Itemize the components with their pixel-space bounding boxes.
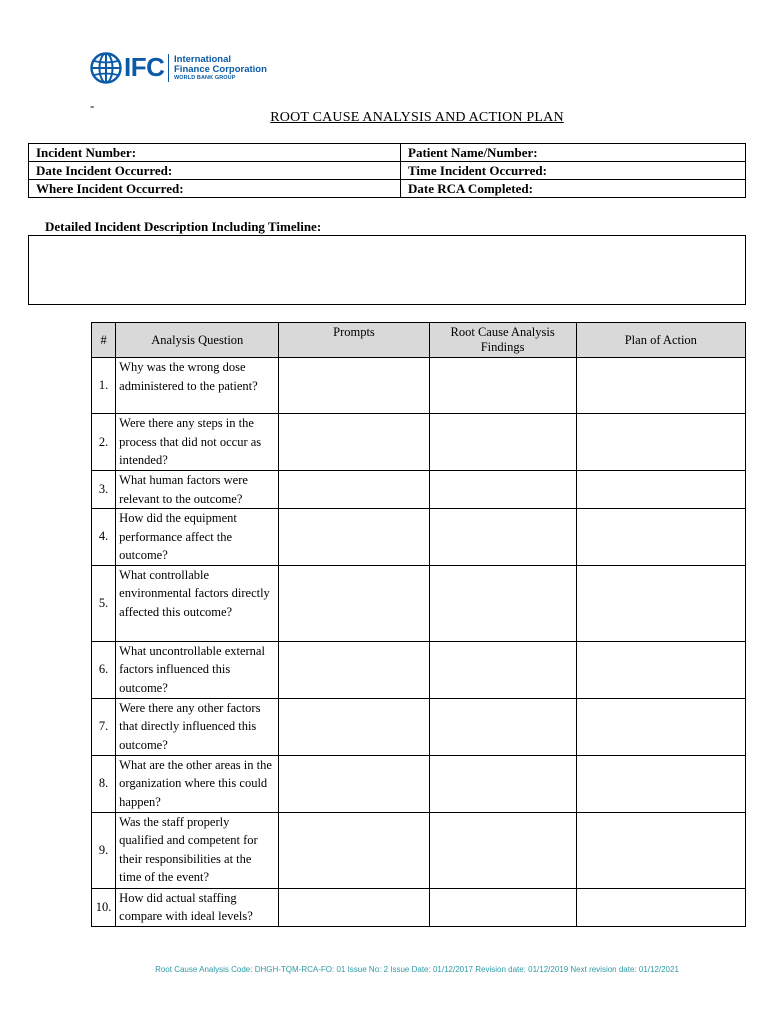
analysis-table — [91, 322, 746, 927]
table-row — [92, 565, 746, 641]
analysis-question: What controllable environmental factors directly affected this outcome? — [116, 565, 279, 641]
table-row — [92, 414, 746, 471]
header-number: # — [92, 323, 116, 358]
findings-cell[interactable] — [429, 755, 576, 812]
where-incident-field[interactable]: Where Incident Occurred: — [29, 180, 401, 198]
logo-line-3: WORLD BANK GROUP — [174, 75, 236, 81]
findings-cell[interactable] — [429, 509, 576, 566]
row-number: 10. — [92, 888, 116, 926]
table-row — [92, 641, 746, 698]
analysis-question: How did actual staffing compare with ideal levels? — [116, 888, 279, 926]
table-row — [92, 698, 746, 755]
table-row — [29, 180, 746, 198]
header-root-cause-findings: Root Cause Analysis Findings — [429, 323, 576, 358]
row-number: 6. — [92, 641, 116, 698]
description-label: Detailed Incident Description Including Timeline: — [45, 219, 322, 234]
logo-mark: IFC — [124, 52, 165, 82]
plan-cell[interactable] — [576, 888, 745, 926]
prompts-cell[interactable] — [279, 471, 429, 509]
header-plan-of-action: Plan of Action — [576, 323, 745, 358]
plan-cell[interactable] — [576, 471, 745, 509]
row-number: 8. — [92, 755, 116, 812]
plan-cell[interactable] — [576, 812, 745, 888]
plan-cell[interactable] — [576, 509, 745, 566]
plan-cell[interactable] — [576, 565, 745, 641]
plan-cell[interactable] — [576, 414, 745, 471]
findings-cell[interactable] — [429, 358, 576, 414]
table-row — [92, 755, 746, 812]
row-number: 2. — [92, 414, 116, 471]
incident-info-table — [28, 143, 746, 198]
plan-cell[interactable] — [576, 358, 745, 414]
prompts-cell[interactable] — [279, 509, 429, 566]
row-number: 1. — [92, 358, 116, 414]
prompts-cell[interactable] — [279, 755, 429, 812]
row-number: 5. — [92, 565, 116, 641]
analysis-question: Why was the wrong dose administered to the patient? — [116, 358, 279, 414]
description-box[interactable] — [28, 235, 746, 305]
table-row — [29, 144, 746, 162]
prompts-cell[interactable] — [279, 358, 429, 414]
footer-document-code: Root Cause Analysis Code: DHGH-TQM-RCA-FO: 01 Issue No: 2 Issue Date: 01/12/2017 Revision date: 01/12/2019 Next revision date: 01/12/2021 — [155, 965, 679, 974]
analysis-question: What human factors were relevant to the outcome? — [116, 471, 279, 509]
row-number: 3. — [92, 471, 116, 509]
stray-dash: - — [90, 98, 95, 113]
date-incident-field[interactable]: Date Incident Occurred: — [29, 162, 401, 180]
findings-cell[interactable] — [429, 471, 576, 509]
prompts-cell[interactable] — [279, 414, 429, 471]
incident-number-field[interactable]: Incident Number: — [29, 144, 401, 162]
analysis-question: Were there any steps in the process that did not occur as intended? — [116, 414, 279, 471]
plan-cell[interactable] — [576, 698, 745, 755]
ifc-logo — [90, 48, 270, 88]
prompts-cell[interactable] — [279, 698, 429, 755]
header-prompts: Prompts — [279, 323, 429, 358]
findings-cell[interactable] — [429, 888, 576, 926]
page-title: ROOT CAUSE ANALYSIS AND ACTION PLAN — [270, 110, 564, 125]
findings-cell[interactable] — [429, 565, 576, 641]
header-analysis-question: Analysis Question — [116, 323, 279, 358]
findings-cell[interactable] — [429, 414, 576, 471]
logo-divider — [168, 54, 169, 82]
table-row — [92, 471, 746, 509]
time-incident-field[interactable]: Time Incident Occurred: — [401, 162, 746, 180]
table-row — [92, 888, 746, 926]
patient-name-field[interactable]: Patient Name/Number: — [401, 144, 746, 162]
table-header-row — [92, 323, 746, 358]
analysis-question: How did the equipment performance affect the outcome? — [116, 509, 279, 566]
table-row — [92, 358, 746, 414]
logo-line-1: International — [174, 54, 232, 65]
date-rca-field[interactable]: Date RCA Completed: — [401, 180, 746, 198]
row-number: 9. — [92, 812, 116, 888]
plan-cell[interactable] — [576, 641, 745, 698]
row-number: 7. — [92, 698, 116, 755]
prompts-cell[interactable] — [279, 888, 429, 926]
prompts-cell[interactable] — [279, 812, 429, 888]
logo-line-2: Finance Corporation — [174, 64, 267, 75]
findings-cell[interactable] — [429, 698, 576, 755]
table-row — [29, 162, 746, 180]
analysis-question: What are the other areas in the organization where this could happen? — [116, 755, 279, 812]
plan-cell[interactable] — [576, 755, 745, 812]
table-row — [92, 509, 746, 566]
findings-cell[interactable] — [429, 812, 576, 888]
analysis-question: What uncontrollable external factors influenced this outcome? — [116, 641, 279, 698]
prompts-cell[interactable] — [279, 641, 429, 698]
analysis-question: Were there any other factors that directly influenced this outcome? — [116, 698, 279, 755]
prompts-cell[interactable] — [279, 565, 429, 641]
table-row — [92, 812, 746, 888]
row-number: 4. — [92, 509, 116, 566]
analysis-question: Was the staff properly qualified and competent for their responsibilities at the time of the event? — [116, 812, 279, 888]
findings-cell[interactable] — [429, 641, 576, 698]
globe-icon — [90, 51, 122, 85]
